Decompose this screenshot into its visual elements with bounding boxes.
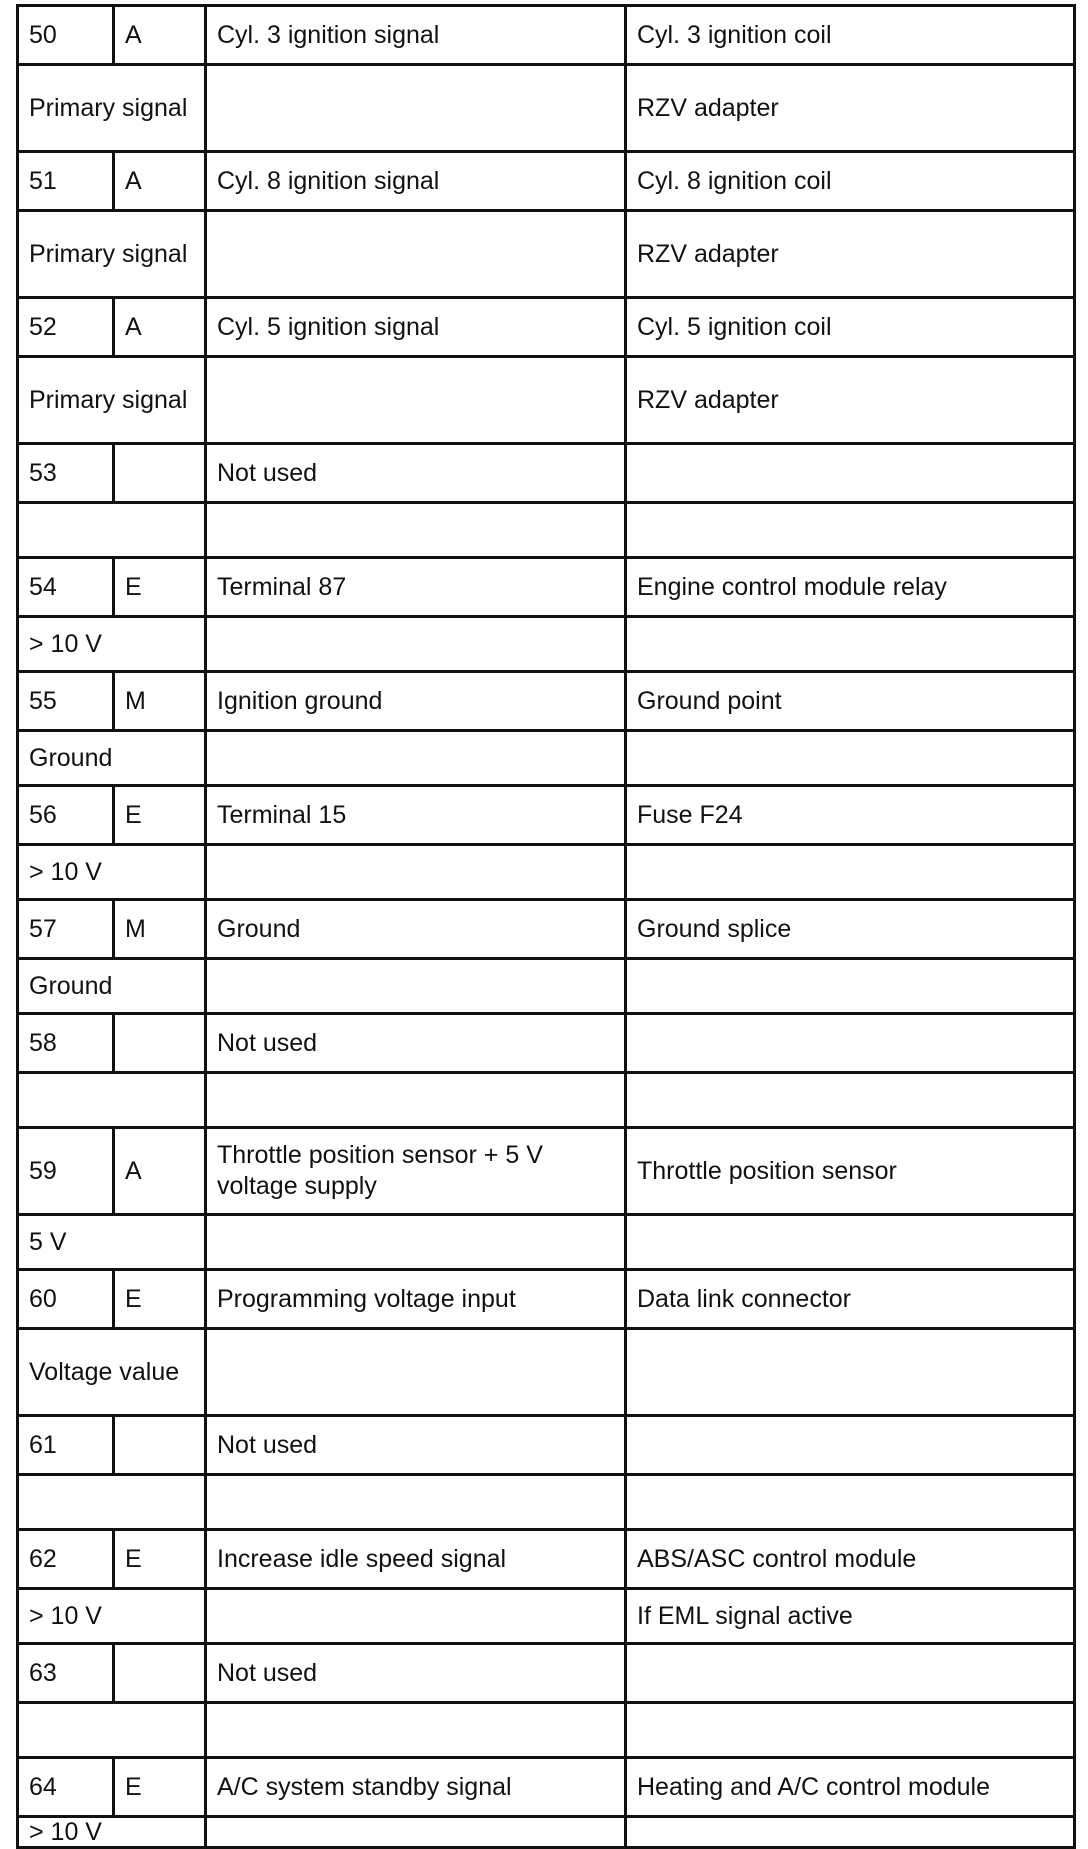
pin-connection: Throttle position sensor — [626, 1128, 1075, 1215]
pin-row — [18, 298, 1075, 357]
pin-function: Cyl. 3 ignition signal — [206, 6, 626, 65]
pin-number: 56 — [18, 786, 114, 845]
pin-row — [18, 1758, 1075, 1817]
pin-type: E — [114, 786, 206, 845]
pin-signal: Primary signal — [18, 357, 206, 444]
pin-row — [18, 444, 1075, 503]
pin-signal: Primary signal — [18, 211, 206, 298]
pin-detail-row — [18, 1475, 1075, 1530]
pin-number: 60 — [18, 1270, 114, 1329]
pin-number: 55 — [18, 672, 114, 731]
pin-signal: > 10 V — [18, 845, 206, 900]
pin-type: E — [114, 1270, 206, 1329]
pin-row — [18, 672, 1075, 731]
pin-signal: Ground — [18, 959, 206, 1014]
pin-detail-row — [18, 1073, 1075, 1128]
pin-type: E — [114, 1758, 206, 1817]
pin-row — [18, 900, 1075, 959]
pin-type: M — [114, 900, 206, 959]
pin-signal — [18, 503, 206, 558]
pin-connection: Ground point — [626, 672, 1075, 731]
pin-detail-blank — [206, 959, 626, 1014]
pin-signal: > 10 V — [18, 1589, 206, 1644]
pin-detail-blank — [206, 357, 626, 444]
pinout-table-body — [18, 6, 1075, 1848]
pin-number: 51 — [18, 152, 114, 211]
pin-connection: Data link connector — [626, 1270, 1075, 1329]
pin-detail-row — [18, 731, 1075, 786]
pin-number: 54 — [18, 558, 114, 617]
pin-number: 57 — [18, 900, 114, 959]
pin-connection: Heating and A/C control module — [626, 1758, 1075, 1817]
pin-detail-row — [18, 65, 1075, 152]
pin-function: Terminal 15 — [206, 786, 626, 845]
pin-note — [626, 503, 1075, 558]
pin-note — [626, 1215, 1075, 1270]
pin-type: A — [114, 1128, 206, 1215]
pin-note — [626, 1073, 1075, 1128]
pin-number: 59 — [18, 1128, 114, 1215]
pin-function: Not used — [206, 1416, 626, 1475]
pin-type — [114, 1014, 206, 1073]
pin-connection: Engine control module relay — [626, 558, 1075, 617]
pin-function: A/C system standby signal — [206, 1758, 626, 1817]
pin-function: Programming voltage input — [206, 1270, 626, 1329]
pin-number: 63 — [18, 1644, 114, 1703]
pin-detail-row — [18, 1817, 1075, 1848]
pin-type: A — [114, 6, 206, 65]
pin-function: Ground — [206, 900, 626, 959]
pin-function: Terminal 87 — [206, 558, 626, 617]
pin-note: RZV adapter — [626, 357, 1075, 444]
pin-number: 52 — [18, 298, 114, 357]
pin-signal — [18, 1073, 206, 1128]
pin-connection: ABS/ASC control module — [626, 1530, 1075, 1589]
pin-detail-row — [18, 1589, 1075, 1644]
pin-note — [626, 1475, 1075, 1530]
pin-detail-blank — [206, 1589, 626, 1644]
pin-function: Ignition ground — [206, 672, 626, 731]
pin-connection: Cyl. 5 ignition coil — [626, 298, 1075, 357]
pin-type: A — [114, 152, 206, 211]
pin-signal: 5 V — [18, 1215, 206, 1270]
pin-row — [18, 1128, 1075, 1215]
pin-number: 58 — [18, 1014, 114, 1073]
pin-row — [18, 558, 1075, 617]
pin-function: Throttle position sensor + 5 V voltage supply — [206, 1128, 626, 1215]
pin-function: Not used — [206, 1014, 626, 1073]
pin-detail-blank — [206, 503, 626, 558]
pin-signal: Ground — [18, 731, 206, 786]
pin-detail-row — [18, 1329, 1075, 1416]
pin-detail-row — [18, 617, 1075, 672]
pin-detail-blank — [206, 211, 626, 298]
pin-detail-row — [18, 1215, 1075, 1270]
pin-type: A — [114, 298, 206, 357]
pin-type — [114, 1416, 206, 1475]
pin-signal: Voltage value — [18, 1329, 206, 1416]
pin-detail-blank — [206, 1817, 626, 1848]
pinout-table — [16, 4, 1076, 1849]
pin-function: Cyl. 5 ignition signal — [206, 298, 626, 357]
pin-connection — [626, 1014, 1075, 1073]
pin-number: 50 — [18, 6, 114, 65]
pin-connection: Fuse F24 — [626, 786, 1075, 845]
pin-connection: Cyl. 3 ignition coil — [626, 6, 1075, 65]
pin-number: 53 — [18, 444, 114, 503]
pin-row — [18, 1416, 1075, 1475]
pin-detail-blank — [206, 1073, 626, 1128]
pin-detail-blank — [206, 1475, 626, 1530]
pin-signal: > 10 V — [18, 1817, 206, 1848]
pin-signal: Primary signal — [18, 65, 206, 152]
pin-detail-row — [18, 211, 1075, 298]
pin-row — [18, 152, 1075, 211]
pin-note — [626, 959, 1075, 1014]
pin-detail-row — [18, 959, 1075, 1014]
pin-number: 64 — [18, 1758, 114, 1817]
pin-detail-blank — [206, 1703, 626, 1758]
pinout-sheet — [16, 4, 1073, 1849]
pin-number: 61 — [18, 1416, 114, 1475]
pin-row — [18, 1014, 1075, 1073]
pin-note: If EML signal active — [626, 1589, 1075, 1644]
pin-function: Cyl. 8 ignition signal — [206, 152, 626, 211]
pin-note: RZV adapter — [626, 65, 1075, 152]
pin-note — [626, 617, 1075, 672]
pin-type — [114, 1644, 206, 1703]
pin-function: Not used — [206, 444, 626, 503]
pin-detail-blank — [206, 65, 626, 152]
pin-detail-blank — [206, 617, 626, 672]
pin-row — [18, 1644, 1075, 1703]
pin-type — [114, 444, 206, 503]
pin-number: 62 — [18, 1530, 114, 1589]
pin-detail-blank — [206, 845, 626, 900]
pin-connection: Cyl. 8 ignition coil — [626, 152, 1075, 211]
pin-signal — [18, 1475, 206, 1530]
pin-note — [626, 731, 1075, 786]
pin-note — [626, 1329, 1075, 1416]
pin-note: RZV adapter — [626, 211, 1075, 298]
pin-note — [626, 845, 1075, 900]
pin-function: Increase idle speed signal — [206, 1530, 626, 1589]
pin-type: M — [114, 672, 206, 731]
pin-type: E — [114, 1530, 206, 1589]
pin-connection — [626, 444, 1075, 503]
pin-row — [18, 1270, 1075, 1329]
pin-detail-row — [18, 357, 1075, 444]
pin-type: E — [114, 558, 206, 617]
pin-detail-blank — [206, 731, 626, 786]
pin-signal — [18, 1703, 206, 1758]
pin-detail-blank — [206, 1329, 626, 1416]
pin-row — [18, 786, 1075, 845]
pin-detail-row — [18, 503, 1075, 558]
pin-connection: Ground splice — [626, 900, 1075, 959]
pin-row — [18, 1530, 1075, 1589]
pin-signal: > 10 V — [18, 617, 206, 672]
pin-detail-blank — [206, 1215, 626, 1270]
pin-note — [626, 1817, 1075, 1848]
pin-connection — [626, 1416, 1075, 1475]
pin-row — [18, 6, 1075, 65]
pin-connection — [626, 1644, 1075, 1703]
pin-detail-row — [18, 1703, 1075, 1758]
pin-function: Not used — [206, 1644, 626, 1703]
pin-note — [626, 1703, 1075, 1758]
pin-detail-row — [18, 845, 1075, 900]
